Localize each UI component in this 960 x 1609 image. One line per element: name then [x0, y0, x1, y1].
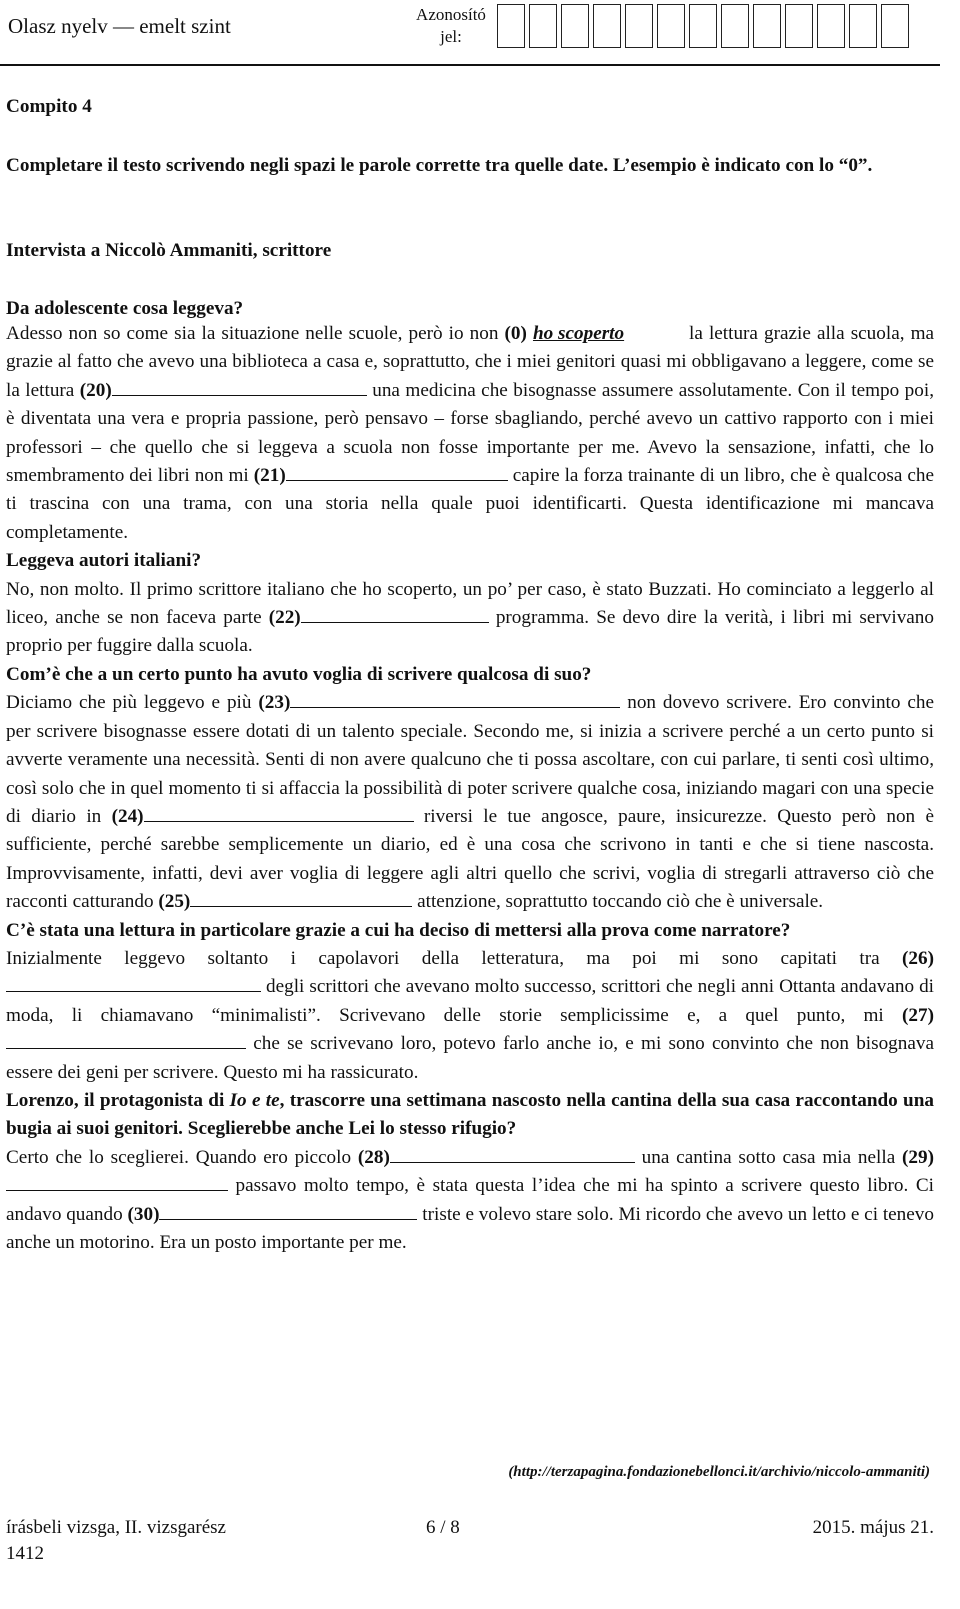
answer-3 [6, 689, 934, 916]
gap-number-28: (28) [357, 1146, 390, 1168]
text-segment: passavo molto tempo, è stata questa l’idea che mi ha spinto a scrivere questo libro. Ci andavo quando [6, 1175, 934, 1225]
id-label [411, 4, 491, 48]
gap-number-21: (21) [253, 465, 286, 487]
book-title: Io e te [229, 1089, 280, 1111]
footer-date: 2015. május 21. [812, 1517, 934, 1538]
task-number: Compito 4 [6, 96, 92, 117]
gap-24-blank[interactable] [144, 803, 414, 822]
answer-4 [6, 945, 934, 1087]
answer-2 [6, 576, 934, 661]
id-box[interactable] [593, 4, 621, 48]
gap-number-24: (24) [111, 805, 144, 827]
gap-number-26: (26) [902, 947, 934, 969]
gap-number-25: (25) [158, 891, 191, 913]
text-segment: che se scrivevano loro, potevo farlo anche io, e mi sono convinto che non bisognava essere dei geni per scrivere. Questo mi ha rassicurato. [6, 1033, 934, 1083]
id-box[interactable] [657, 4, 685, 48]
text-segment: No, non molto. Il primo scrittore italiano che ho scoperto, un po’ per caso, è stato Buzzati. Ho cominciato a leggerlo al liceo, anche se non faceva parte [6, 578, 934, 629]
interview-body [6, 320, 934, 1257]
gap-number-23: (23) [258, 692, 291, 714]
id-box[interactable] [881, 4, 909, 48]
id-box[interactable] [625, 4, 653, 48]
text-segment: Lorenzo, il protagonista di [6, 1089, 230, 1111]
footer-page-number: 6 / 8 [426, 1517, 460, 1538]
gap-25-blank[interactable] [190, 888, 412, 907]
source-citation: (http://terzapagina.fondazionebellonci.it/archivio/niccolo-ammaniti) [508, 1464, 930, 1480]
gap-number-20: (20) [79, 379, 112, 401]
text-segment: capire la forza trainante di un libro, che è qualcosa che ti trascina con una trama, con una storia nella quale puoi identificarti. Questa identificazione mi mancava completamente. [6, 465, 934, 543]
question-3: Com’è che a un certo punto ha avuto voglia di scrivere qualcosa di suo? [6, 663, 592, 685]
id-box[interactable] [689, 4, 717, 48]
gap-22-blank[interactable] [301, 604, 489, 623]
text-segment: Certo che lo sceglierei. Quando ero piccolo [6, 1146, 358, 1168]
gap-28-blank[interactable] [390, 1144, 635, 1163]
header-divider [0, 64, 940, 66]
text-segment: non dovevo scrivere. Ero convinto che per scrivere bisognasse essere dotati di un talento speciale. Secondo me, si inizia a scrivere perché a un certo punto si avverte veramente una necessità. Senti di non avere qualcuno che ti possa ascoltare, con cui parlare, ti senti così ultimo, così solo che in quel momento ti si affaccia la possibilità di poter scrivere qualche cosa, iniziando magari con una specie di diario in [6, 692, 934, 827]
id-box[interactable] [529, 4, 557, 48]
text-segment: una cantina sotto casa mia nella [634, 1146, 903, 1168]
gap-30-blank[interactable] [159, 1201, 417, 1220]
id-boxes [497, 4, 913, 48]
text-segment: attenzione, soprattutto toccando ciò che è universale. [412, 891, 824, 913]
text-segment: Adesso non so come sia la situazione nelle scuole, però io non [6, 323, 505, 344]
example-answer: ho scoperto [532, 323, 625, 344]
answer-1 [6, 320, 934, 547]
text-segment: programma. Se devo dire la verità, i libri mi servivano proprio per fuggire dalla scuola. [6, 607, 934, 657]
gap-26-blank[interactable] [6, 973, 261, 992]
footer-code: 1412 [6, 1543, 44, 1564]
answer-5 [6, 1144, 934, 1258]
gap-number-22: (22) [268, 607, 301, 629]
id-box[interactable] [561, 4, 589, 48]
text-segment: la lettura grazie alla scuola, ma grazie al fatto che avevo una biblioteca a casa e, soprattutto, che i miei genitori quasi mi obbligavano a leggere, come se la lettura [6, 323, 935, 401]
gap-number-0: (0) [504, 323, 527, 344]
gap-23-blank[interactable] [290, 689, 620, 708]
task-instruction: Completare il testo scrivendo negli spazi le parole corrette tra quelle date. L’esempio è indicato con lo “0”. [6, 155, 873, 176]
gap-29-blank[interactable] [6, 1172, 228, 1191]
text-segment: Inizialmente leggevo soltanto i capolavori della letteratura, ma poi mi sono capitati tra [6, 947, 903, 969]
id-box[interactable] [785, 4, 813, 48]
gap-number-30: (30) [127, 1203, 160, 1225]
text-segment: una medicina che bisognasse assumere assolutamente. Con il tempo poi, è diventata una vera e propria passione, però pensavo – forse sbagliando, perché avevo un cattivo rapporto con i miei professori – che quello che si leggeva a scuola non fosse importante per me. Avevo la sensazione, infatti, che lo smembramento dei libri non mi [6, 379, 935, 487]
id-box[interactable] [753, 4, 781, 48]
gap-21-blank[interactable] [286, 462, 508, 481]
footer-exam: írásbeli vizsga, II. vizsgarész [6, 1517, 226, 1538]
gap-number-29: (29) [902, 1146, 934, 1168]
text-segment: riversi le tue angosce, paure, insicurezze. Questo però non è sufficiente, perché sarebbe semplicemente un diario, ed è una cosa che scrivono in tanti e che si tiene nascosta. Improvvisamente, infatti, devi aver voglia di leggere agli altri quello che scrivi, voglia di stregarli attraverso ciò che racconti catturando [6, 805, 934, 913]
interview-title: Intervista a Niccolò Ammaniti, scrittore [6, 240, 332, 261]
text-segment: , trascorre una settimana nascosto nella cantina della sua casa raccontando una bugia ai suoi genitori. Sceglierebbe anche Lei lo stesso rifugio? [6, 1089, 934, 1140]
gap-27-blank[interactable] [6, 1030, 246, 1049]
header-subject: Olasz nyelv — emelt szint [8, 14, 231, 38]
text-segment: Diciamo che più leggevo e più [6, 692, 259, 714]
question-1: Da adolescente cosa leggeva? [6, 298, 244, 319]
id-box[interactable] [721, 4, 749, 48]
text-segment: degli scrittori che avevano molto successo, scrittori che negli anni Ottanta andavano di moda, li chiamavano “minimalisti”. Scrivevano delle storie semplicissime e, a quel punto, mi [6, 976, 934, 1026]
id-box[interactable] [849, 4, 877, 48]
id-label-line2: jel: [440, 27, 462, 46]
text-segment: triste e volevo stare solo. Mi ricordo che avevo un letto e ci tenevo anche un motorino. Era un posto importante per me. [6, 1203, 934, 1253]
gap-number-27: (27) [902, 1004, 934, 1026]
question-2: Leggeva autori italiani? [6, 550, 202, 572]
id-box[interactable] [497, 4, 525, 48]
gap-20-blank[interactable] [112, 377, 367, 396]
id-box[interactable] [817, 4, 845, 48]
id-label-line1: Azonosító [416, 5, 486, 24]
question-5 [6, 1087, 934, 1144]
question-4: C’è stata una lettura in particolare grazie a cui ha deciso di mettersi alla prova come narratore? [6, 919, 791, 941]
